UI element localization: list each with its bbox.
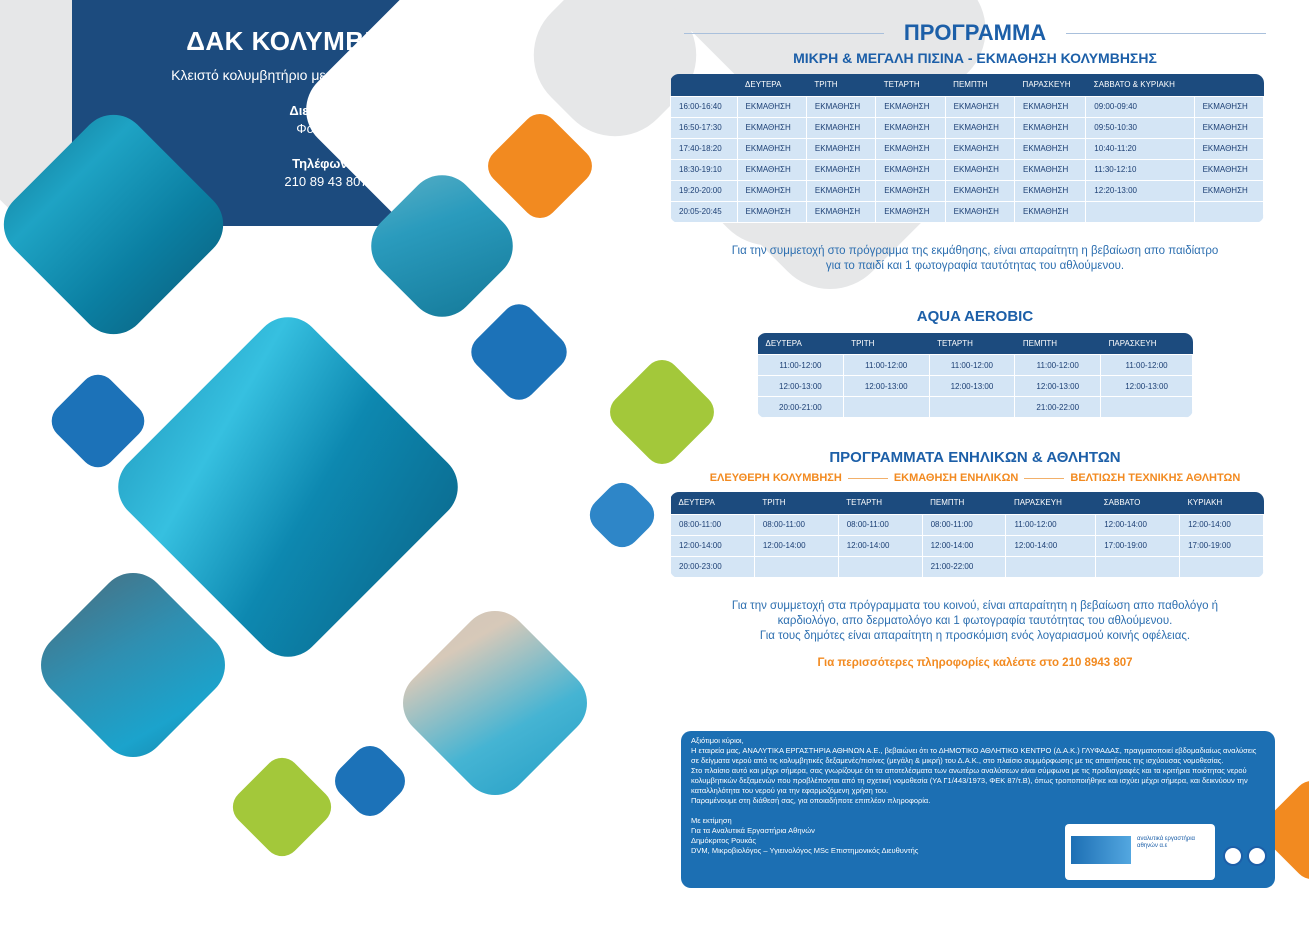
table-header: ΠΕΜΠΤΗ [922,492,1006,514]
tag-adult-lessons: ΕΚΜΑΘΗΣΗ ΕΝΗΛΙΚΩΝ [893,472,1019,484]
table-header: ΔΕΥΤΕΡΑ [671,492,755,514]
table-cell: 12:00-13:00 [929,376,1015,397]
table-row [671,96,1264,117]
certification-seal-icon [1223,846,1243,866]
table-cell: ΕΚΜΑΘΗΣΗ [1015,159,1086,180]
table-cell: ΕΚΜΑΘΗΣΗ [1015,201,1086,222]
cert-signoff: Δημόκριτος Ρουκάς [691,836,756,845]
table-header: ΚΥΡΙΑΚΗ [1180,492,1264,514]
table-cell: 12:00-14:00 [1180,514,1264,535]
table-cell: 16:50-17:30 [671,117,738,138]
table-cell: 17:00-19:00 [1180,535,1264,556]
table-cell: 12:00-13:00 [1101,376,1193,397]
table-header: ΠΕΜΠΤΗ [945,74,1014,96]
table-cell: 11:00-12:00 [1006,514,1096,535]
table-header: ΤΕΤΑΡΤΗ [929,333,1015,355]
table-cell: ΕΚΜΑΘΗΣΗ [1015,96,1086,117]
lessons-note-line: Για την συμμετοχή στο πρόγραμμα της εκμάθησης, είναι απαραίτητη η βεβαίωση απο παιδίατρο [731,244,1219,257]
table-cell: 11:00-12:00 [1015,355,1101,376]
esyd-seal-icon [1247,846,1267,866]
table-cell: ΕΚΜΑΘΗΣΗ [945,159,1014,180]
table-header: ΤΡΙΤΗ [806,74,875,96]
table-cell: ΕΚΜΑΘΗΣΗ [1015,138,1086,159]
lessons-table [670,74,1264,223]
table-row [671,117,1264,138]
table-cell: ΕΚΜΑΘΗΣΗ [1015,117,1086,138]
table-cell [754,556,838,577]
table-cell: 11:00-12:00 [758,355,844,376]
adults-title: ΠΡΟΓΡΑΜΜΑΤΑ ΕΝΗΛΙΚΩΝ & ΑΘΛΗΤΩΝ [829,449,1121,466]
table-header: ΤΡΙΤΗ [754,492,838,514]
table-cell [1006,556,1096,577]
table-cell: 12:00-14:00 [754,535,838,556]
table-cell: 10:40-11:20 [1086,138,1194,159]
blue-diamond [328,739,413,824]
table-cell: ΕΚΜΑΘΗΣΗ [1194,138,1263,159]
aqua-table [757,333,1193,419]
table-header: ΤΕΤΑΡΤΗ [838,492,922,514]
table-cell: ΕΚΜΑΘΗΣΗ [806,201,875,222]
water-quality-certificate [681,731,1275,888]
table-cell: 11:30-12:10 [1086,159,1194,180]
address-label: Διεύθυνση : [289,103,363,118]
table-cell: ΕΚΜΑΘΗΣΗ [945,138,1014,159]
table-cell: ΕΚΜΑΘΗΣΗ [806,96,875,117]
table-cell: ΕΚΜΑΘΗΣΗ [945,96,1014,117]
table-header: ΔΕΥΤΕΡΑ [737,74,806,96]
table-cell: 12:20-13:00 [1086,180,1194,201]
pool-photo-aqua-aerobic [389,597,601,809]
table-cell: 16:00-16:40 [671,96,738,117]
table-header: ΠΑΡΑΣΚΕΥΗ [1006,492,1096,514]
table-row [671,138,1264,159]
table-cell: ΕΚΜΑΘΗΣΗ [945,117,1014,138]
table-cell: ΕΚΜΑΘΗΣΗ [737,201,806,222]
table-cell: ΕΚΜΑΘΗΣΗ [945,180,1014,201]
table-cell: 12:00-14:00 [671,535,755,556]
table-row [671,556,1264,577]
table-cell: 12:00-14:00 [1006,535,1096,556]
tag-separator [1024,478,1064,479]
schedule-column [670,20,1280,671]
adults-note-line: Για την συμμετοχή στα πρόγραμματα του κοινού, είναι απαραίτητη η βεβαίωση απο παθολόγο ή [731,599,1219,612]
green-diamond [225,750,338,863]
adults-note-line: Για τους δημότες είναι απαραίτητη η προσκόμιση ενός λογαριασμού κοινής οφέλειας. [759,629,1191,642]
table-cell: 08:00-11:00 [754,514,838,535]
contact-line: Για περισσότερες πληροφορίες καλέστε στο 210 8943 807 [817,656,1133,669]
table-cell [1194,201,1263,222]
table-cell [929,397,1015,418]
table-header [1194,74,1263,96]
table-cell: ΕΚΜΑΘΗΣΗ [1194,159,1263,180]
lab-logo-mark [1071,836,1131,864]
table-row [758,397,1193,418]
cert-greeting: Αξιότιμοι κύριοι, [691,736,744,745]
table-cell: ΕΚΜΑΘΗΣΗ [737,138,806,159]
table-cell: ΕΚΜΑΘΗΣΗ [876,180,945,201]
table-cell: 12:00-14:00 [838,535,922,556]
program-title: ΠΡΟΓΡΑΜΜΑ [670,20,1280,46]
table-cell: 09:00-09:40 [1086,96,1194,117]
table-cell [843,397,929,418]
table-cell: 12:00-14:00 [922,535,1006,556]
table-row [671,535,1264,556]
table-cell: 11:00-12:00 [929,355,1015,376]
table-cell: ΕΚΜΑΘΗΣΗ [806,117,875,138]
lessons-note-line: για το παιδί και 1 φωτογραφία ταυτότητας του αθλούμενου. [825,259,1125,272]
lessons-note [670,244,1280,274]
phone-label: Τηλέφωνο: [292,156,360,171]
address-value: Φοίβης 14 [296,121,356,136]
table-header: ΔΕΥΤΕΡΑ [758,333,844,355]
table-cell: 12:00-13:00 [1015,376,1101,397]
table-cell: ΕΚΜΑΘΗΣΗ [876,159,945,180]
table-header: ΣΑΒΒΑΤΟ & ΚΥΡΙΑΚΗ [1086,74,1194,96]
program-subtitle: ΜΙΚΡΗ & ΜΕΓΑΛΗ ΠΙΣΙΝΑ - ΕΚΜΑΘΗΣΗ ΚΟΛΥΜΒΗΣΗΣ [793,50,1157,66]
table-cell [838,556,922,577]
table-cell: ΕΚΜΑΘΗΣΗ [737,96,806,117]
lab-logo [1065,824,1215,880]
table-cell: ΕΚΜΑΘΗΣΗ [876,117,945,138]
table-cell: ΕΚΜΑΘΗΣΗ [737,117,806,138]
adults-tags [670,472,1280,484]
table-row [758,376,1193,397]
cert-signoff: DVM, Μικροβιολόγος – Υγιεινολόγος MSc Επιστημονικός Διευθυντής [691,846,919,855]
table-row [671,180,1264,201]
lab-logo-text: αναλυτικά εργαστήρια αθηνών α.ε [1137,836,1196,849]
table-row [758,355,1193,376]
aqua-title: AQUA AEROBIC [916,307,1034,325]
table-header [671,74,738,96]
table-row [671,201,1264,222]
cert-paragraph: Η εταιρεία μας, ΑΝΑΛΥΤΙΚΑ ΕΡΓΑΣΤΗΡΙΑ ΑΘΗΝΩΝ Α.Ε., βεβαιώνει ότι το ΔΗΜΟΤΙΚΟ ΑΘΛΗΤΙΚΟ ΚΕΝΤΡΟ (Δ.Α.Κ.) ΓΛΥΦΑΔΑΣ, πραγματοποιεί εβδομαδιαίως αναλύσεις σε δείγματα νερού από τις κολυμβητικές δεξαμενές/πισίνες (μεγάλη & μικρή) του Δ.Α.Κ., στο πλαίσιο συμμόρφωσης με τις απαιτήσεις της ισχύουσας νομοθεσίας. [691,746,1257,765]
adults-table [670,492,1264,578]
tag-athletes: ΒΕΛΤΙΩΣΗ ΤΕΧΝΙΚΗΣ ΑΘΛΗΤΩΝ [1070,472,1241,484]
table-cell: 08:00-11:00 [671,514,755,535]
table-cell: 12:00-14:00 [1096,514,1180,535]
table-cell: ΕΚΜΑΘΗΣΗ [806,138,875,159]
table-header: ΤΡΙΤΗ [843,333,929,355]
table-cell: ΕΚΜΑΘΗΣΗ [1015,180,1086,201]
table-cell: ΕΚΜΑΘΗΣΗ [737,159,806,180]
table-cell: 11:00-12:00 [843,355,929,376]
table-cell: 17:40-18:20 [671,138,738,159]
phone-value: 210 89 43 807 [284,174,368,189]
table-cell: 11:00-12:00 [1101,355,1193,376]
pool-info [96,26,556,189]
table-header: ΠΕΜΠΤΗ [1015,333,1101,355]
table-header: ΠΑΡΑΣΚΕΥΗ [1015,74,1086,96]
table-cell: ΕΚΜΑΘΗΣΗ [1194,96,1263,117]
tag-separator [848,478,888,479]
table-cell: ΕΚΜΑΘΗΣΗ [876,201,945,222]
table-cell: ΕΚΜΑΘΗΣΗ [1194,180,1263,201]
table-cell: 08:00-11:00 [922,514,1006,535]
table-cell: 19:20-20:00 [671,180,738,201]
blue-diamond [582,475,661,554]
table-cell: 21:00-22:00 [922,556,1006,577]
table-cell: 17:00-19:00 [1096,535,1180,556]
table-cell: 20:00-23:00 [671,556,755,577]
tag-free-swim: ΕΛΕΥΘΕΡΗ ΚΟΛΥΜΒΗΣΗ [709,472,842,484]
table-cell [1086,201,1194,222]
table-cell [1096,556,1180,577]
adults-note-line: καρδιολόγο, απο δερματολόγο και 1 φωτογραφία ταυτότητας του αθλούμενου. [777,614,1173,627]
cert-signoff: Για τα Αναλυτικά Εργαστήρια Αθηνών [691,826,815,835]
table-cell: ΕΚΜΑΘΗΣΗ [876,96,945,117]
table-cell [1180,556,1264,577]
cert-signoff: Με εκτίμηση [691,816,732,825]
pool-subtitle: Κλειστό κολυμβητήριο με μικρή και μεγάλη πισίνα. [171,67,481,83]
table-row [671,159,1264,180]
table-header: ΤΕΤΑΡΤΗ [876,74,945,96]
table-cell: 12:00-13:00 [843,376,929,397]
table-cell: ΕΚΜΑΘΗΣΗ [1194,117,1263,138]
table-cell: 12:00-13:00 [758,376,844,397]
table-cell: ΕΚΜΑΘΗΣΗ [737,180,806,201]
table-cell: 08:00-11:00 [838,514,922,535]
table-cell [1101,397,1193,418]
table-cell: 20:00-21:00 [758,397,844,418]
table-cell: 20:05-20:45 [671,201,738,222]
table-cell: ΕΚΜΑΘΗΣΗ [806,159,875,180]
table-cell: 21:00-22:00 [1015,397,1101,418]
table-header: ΣΑΒΒΑΤΟ [1096,492,1180,514]
table-cell: ΕΚΜΑΘΗΣΗ [806,180,875,201]
cert-paragraph: Παραμένουμε στη διάθεσή σας, για οποιαδήποτε επιπλέον πληροφορία. [691,796,931,805]
pool-title: ΔΑΚ ΚΟΛΥΜΒΗΤΗΡΙΟ [186,26,466,56]
table-cell: 18:30-19:10 [671,159,738,180]
table-header: ΠΑΡΑΣΚΕΥΗ [1101,333,1193,355]
table-cell: 09:50-10:30 [1086,117,1194,138]
cert-paragraph: Στο πλαίσιο αυτό και μέχρι σήμερα, σας γνωρίζουμε ότι τα αποτελέσματα των ανωτέρω αναλύσεων είναι σύμφωνα με τις προδιαγραφές και τα κριτήρια ποιότητας νερού κολυμβητικών δεξαμενών που προβλέπονται από τη σχετική νομοθεσία (ΥΑ Γ1/443/1973, ΦΕΚ 87/τ.Β), όπως τροποποιήθηκε και ισχύει μέχρι σήμερα, και δεικνύουν την καταλληλότητα του νερού για την εφαρμοζόμενη χρήση του. [691,766,1248,795]
table-cell: ΕΚΜΑΘΗΣΗ [876,138,945,159]
adults-note [670,599,1280,644]
table-row [671,514,1264,535]
table-cell: ΕΚΜΑΘΗΣΗ [945,201,1014,222]
